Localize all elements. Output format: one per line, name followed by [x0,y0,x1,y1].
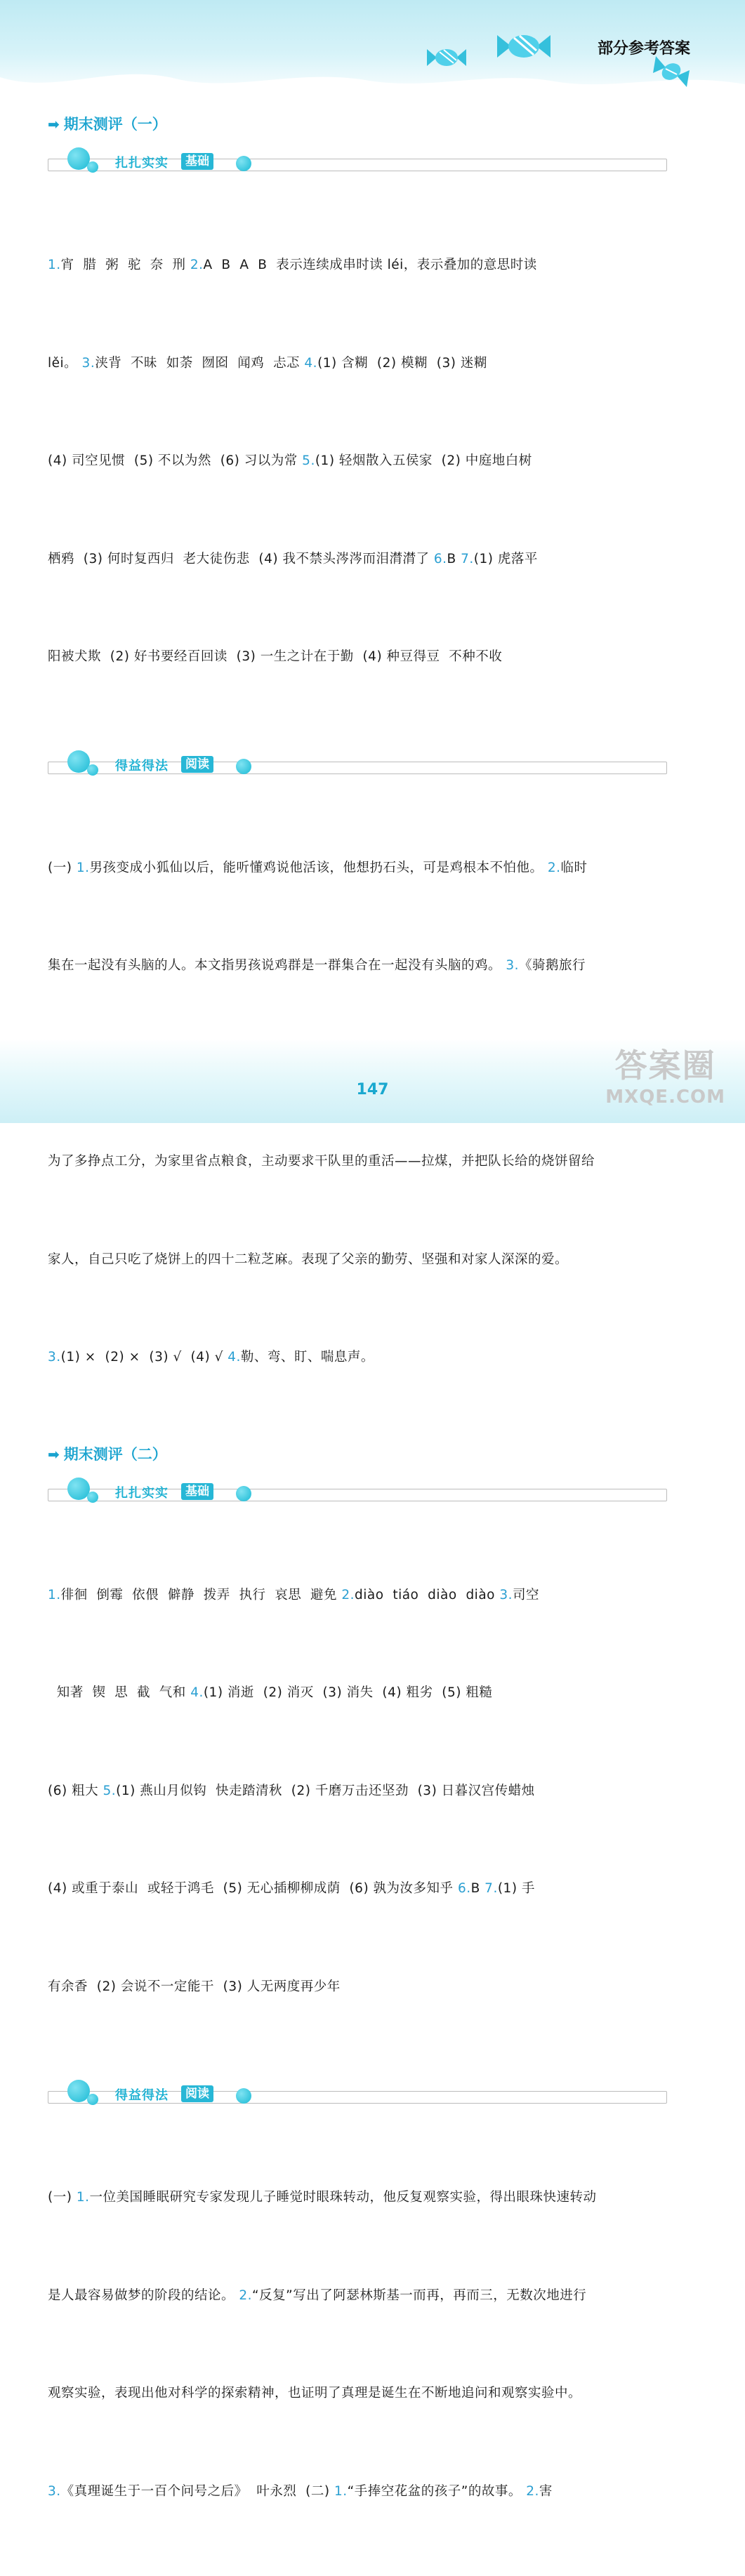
wave-decoration [0,56,745,98]
question-number: 3. [499,1587,513,1602]
answer-text: “反复”写出了阿瑟林斯基一而再，再而三，无数次地进行 [252,2288,587,2303]
question-number: 2. [190,258,204,272]
question-number: 2. [547,860,561,875]
answer-paragraph [48,2116,666,2573]
section-title [48,1442,666,1466]
answer-line [48,2280,666,2313]
answer-line [48,1341,666,1374]
answer-text: (一) [48,2190,77,2205]
answer-line [48,2476,666,2509]
answer-text: diào tiáo diào diào [355,1587,500,1602]
answer-line [48,1244,666,1277]
question-number: 1. [48,1587,61,1602]
answer-text: 知著 锲 思 截 气和 [48,1685,191,1700]
bubble-icon [236,156,251,171]
answer-text: 阳被犬欺 (2) 好书要经百回读 (3) 一生之计在于勤 (4) 种豆得豆 不种不收 [48,649,503,664]
answer-text: (1) 含糊 (2) 模糊 (3) 迷糊 [317,355,487,371]
answer-line [48,1677,666,1710]
answer-text: 集在一起没有头脑的人。本文指男孩说鸡群是一群集合在一起没有头脑的鸡。 [48,958,506,973]
answer-text: (一) [48,860,77,875]
answer-text: (4) 或重于泰山 或轻于鸿毛 (5) 无心插柳柳成荫 (6) 孰为汝多知乎 [48,1881,458,1896]
answer-text: 司空 [513,1587,540,1602]
candy-icon [426,44,468,72]
answer-text: 宵 腊 粥 驼 奈 刑 [60,258,190,272]
question-number: 1. [76,2190,90,2205]
answer-line [48,543,666,576]
watermark [605,1040,725,1108]
answer-text: B [470,1881,485,1896]
answer-line [48,1775,666,1808]
question-number: 3. [48,1350,61,1365]
answer-text: 浃背 不昧 如荼 囫囵 闻鸡 忐忑 [95,355,305,371]
subheading-tag: 阅读 [181,756,213,773]
bubble-icon [87,161,98,173]
answer-text: (1) × (2) × (3) √ (4) √ [60,1350,228,1365]
bubble-icon [236,759,251,774]
bubble-icon [87,764,98,776]
subheading-reading [48,2076,666,2112]
answer-text: (6) 粗大 [48,1783,103,1798]
answer-text: B [447,551,461,566]
question-number: 6. [433,551,447,566]
answer-text: lěi。 [48,355,82,371]
bubble-icon [87,2094,98,2105]
question-number: 4. [304,355,318,371]
question-number: 3. [48,2483,61,2499]
subheading-label: 得益得法 [115,758,169,774]
answer-text: 男孩变成小狐仙以后，能听懂鸡说他活该，他想扔石头，可是鸡根本不怕他。 [89,860,548,875]
answer-text: (1) 消逝 (2) 消灭 (3) 消失 (4) 粗劣 (5) 粗糙 [203,1685,493,1700]
section-title-text: 期末测评（一） [63,116,167,133]
answer-text: A B A B 表示连续成串时读 léi，表示叠加的意思时读 [203,258,537,272]
answer-text: 为了多挣点工分，为家里省点粮食，主动要求干队里的重活——拉煤，并把队长给的烧饼留给 [48,1154,595,1169]
question-number: 2. [526,2483,539,2499]
answer-text: 是人最容易做梦的阶段的结论。 [48,2288,239,2303]
subheading-label: 得益得法 [115,2088,169,2103]
answer-line [48,2182,666,2215]
answer-text: 家人，自己只吃了烧饼上的四十二粒芝麻。表现了父亲的勤劳、坚强和对家人深深的爱。 [48,1252,569,1267]
subheading-label: 扎扎实实 [115,156,169,171]
answer-text: (1) 燕山月似钩 快走踏清秋 (2) 千磨万击还坚劲 (3) 日暮汉宫传蜡烛 [116,1783,535,1798]
answer-text: 临时 [560,860,588,875]
question-number: 5. [302,453,315,468]
header-title: 部分参考答案 [597,40,690,58]
page-number: 147 [356,1081,389,1098]
answer-text: 害 [539,2483,553,2499]
question-number: 7. [461,551,474,566]
answer-line [48,347,666,380]
question-number: 1. [76,860,90,875]
candy-icon [496,28,552,65]
question-number: 2. [341,1587,355,1602]
subheading-tag: 阅读 [181,2085,213,2102]
answer-paragraph [48,184,666,739]
watermark-url: MXQE.COM [605,1087,725,1108]
answer-text: (1) 虎落平 [473,551,538,566]
answer-text: 徘徊 倒霉 依偎 僻静 拨弄 执行 哀思 避免 [60,1587,342,1602]
answer-text: (1) 轻烟散入五侯家 (2) 中庭地白树 [315,453,532,468]
bubble-icon [236,2088,251,2104]
question-number: 4. [190,1685,204,1700]
arrow-right-icon: ➡ [48,116,60,133]
question-number: 7. [484,1881,498,1896]
answer-line [48,641,666,674]
answer-content [48,112,666,2576]
answer-text: “手捧空花盆的孩子”的故事。 [347,2483,527,2499]
subheading-label: 扎扎实实 [115,1485,169,1501]
subheading-reading [48,746,666,783]
subheading-basics [48,1473,666,1510]
candy-icon [652,53,691,90]
bubble-icon [87,1492,98,1503]
answer-line [48,2377,666,2410]
answer-text: 勒、弯、盯、喘息声。 [240,1350,374,1365]
arrow-right-icon: ➡ [48,1445,60,1463]
question-number: 1. [334,2483,348,2499]
question-number: 5. [103,1783,117,1798]
answer-paragraph [48,1514,666,2069]
subheading-basics [48,143,666,180]
question-number: 4. [228,1350,241,1365]
answer-line [48,1579,666,1612]
answer-text: 栖鸦 (3) 何时复西归 老大徒伤悲 (4) 我不禁头涔涔而泪潸潸了 [48,551,434,566]
answer-text: 《骑鹅旅行 [519,958,586,973]
question-number: 3. [81,355,95,371]
answer-line [48,445,666,478]
section-title [48,112,666,136]
answer-text: (1) 手 [497,1881,535,1896]
watermark-logo: 答案圈 [614,1047,716,1084]
answer-text: 观察实验，表现出他对科学的探索精神，也证明了真理是诞生在不断地追问和观察实验中。 [48,2386,582,2401]
answer-line [48,249,666,282]
section-title-text: 期末测评（二） [63,1445,167,1463]
bubble-icon [236,1486,251,1501]
question-number: 3. [506,958,520,973]
question-number: 1. [48,258,61,272]
answer-line [48,852,666,885]
subheading-tag: 基础 [181,153,213,170]
answer-line [48,1873,666,1906]
answer-line [48,1971,666,2004]
answer-text: 有余香 (2) 会说不一定能干 (3) 人无两度再少年 [48,1979,341,1994]
question-number: 2. [239,2288,253,2303]
answer-text: 《真理诞生于一百个问号之后》 叶永烈 (二) [60,2483,334,2499]
answer-line [48,950,666,983]
answer-text: (4) 司空见惯 (5) 不以为然 (6) 习以为常 [48,453,303,468]
subheading-tag: 基础 [181,1483,213,1500]
answer-text: 一位美国睡眠研究专家发现儿子睡觉时眼珠转动，他反复观察实验，得出眼珠快速转动 [89,2190,597,2205]
question-number: 6. [457,1881,471,1896]
answer-line [48,1146,666,1179]
